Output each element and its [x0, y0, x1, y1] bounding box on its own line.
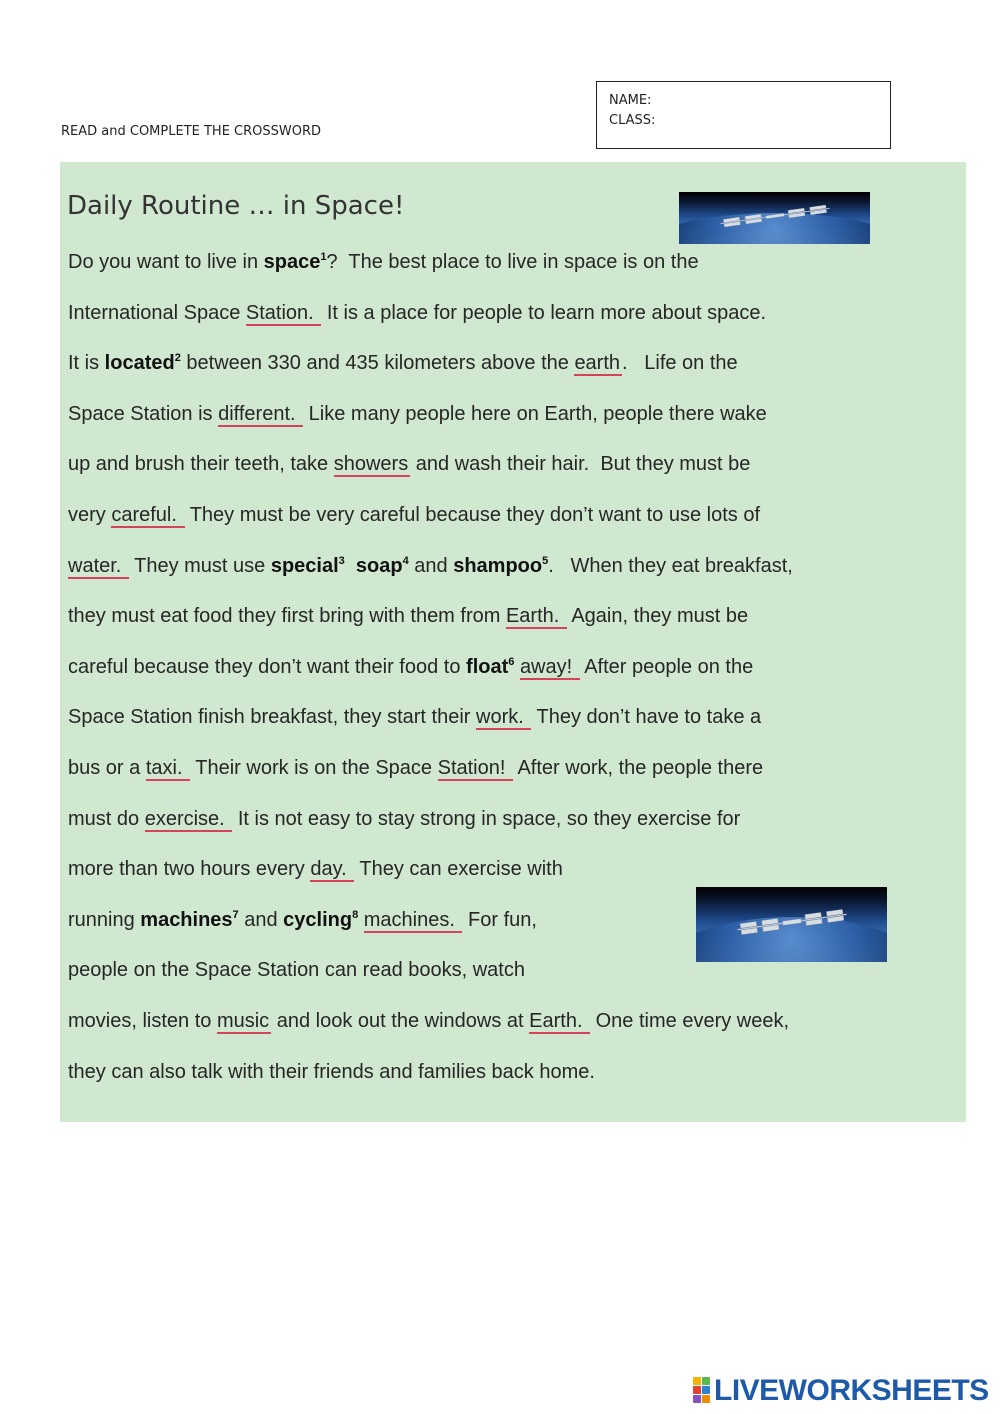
name-label: NAME:: [609, 93, 652, 108]
class-label: CLASS:: [609, 113, 656, 128]
text-line: Do you want to live in space$^1$? The best place to live in space is on the: [68, 251, 699, 273]
article-body: [68, 237, 963, 1097]
text-line: movies, listen to music and look out the windows at Earth. One time every week,: [68, 1009, 790, 1032]
text-line: more than two hours every day. They can exercise with: [68, 858, 563, 881]
name-class-box: [596, 81, 891, 149]
liveworksheets-logo: [693, 1374, 989, 1408]
article-title: Daily Routine … in Space!: [67, 191, 405, 221]
text-line: International Space Station. It is a place for people to learn more about space.: [68, 301, 767, 324]
text-line: bus or a taxi. Their work is on the Space Station! After work, the people there: [68, 756, 764, 779]
text-line: Space Station is different. Like many people here on Earth, people there wake: [68, 402, 767, 425]
text-line: running machines$^7$ and cycling$^8$ machines. For fun,: [68, 908, 537, 931]
text-line: people on the Space Station can read books, watch: [68, 959, 525, 982]
text-line: Space Station finish breakfast, they start their work. They don’t have to take a: [68, 706, 762, 729]
text-line: up and brush their teeth, take showers and wash their hair. But they must be: [68, 453, 751, 476]
reading-panel: [60, 162, 966, 1122]
text-line: water. They must use special$^3$ soap$^4$ and shampoo$^5$. When they eat breakfast,: [68, 554, 793, 577]
text-line: they can also talk with their friends and families back home.: [68, 1060, 595, 1083]
text-line: careful because they don’t want their food to float$^6$ away! After people on the: [68, 655, 754, 678]
liveworksheets-mark-icon: [693, 1377, 711, 1403]
instruction-text: READ and COMPLETE THE CROSSWORD: [61, 124, 322, 139]
text-line: must do exercise. It is not easy to stay strong in space, so they exercise for: [68, 807, 741, 830]
text-line: very careful. They must be very careful because they don’t want to use lots of: [68, 503, 760, 526]
liveworksheets-brand-text: LIVEWORKSHEETS: [714, 1374, 989, 1407]
text-line: It is located$^2$ between 330 and 435 kilometers above the earth . Life on the: [68, 352, 738, 375]
text-line: they must eat food they first bring with them from Earth. Again, they must be: [68, 605, 749, 628]
